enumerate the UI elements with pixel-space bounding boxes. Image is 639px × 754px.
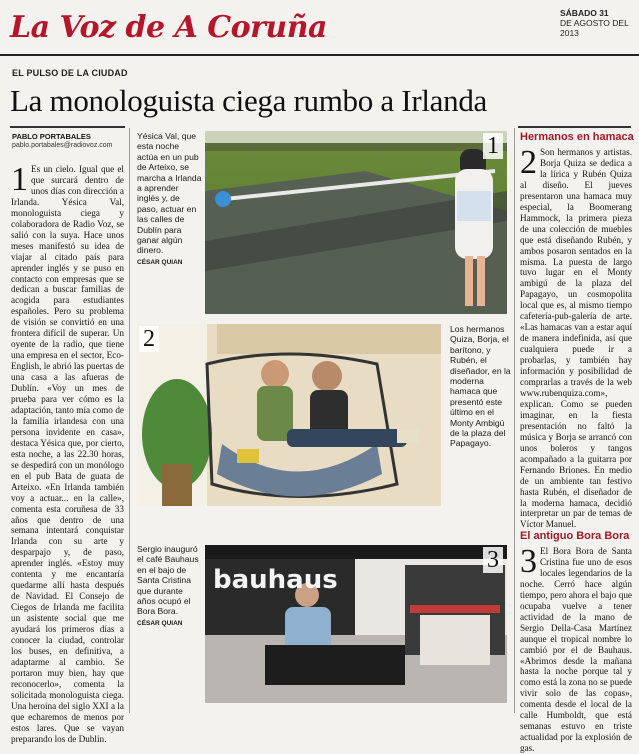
photo-3-caption-block — [137, 544, 202, 629]
column-divider — [514, 128, 515, 713]
byline-rule — [10, 126, 125, 128]
date-line-2: DE AGOSTO DEL — [560, 18, 629, 28]
photo-caption: Los hermanos Quiza, Borja, el barítono, y Rubén, el diseñador, en la moderna hamaca que presentó este último en el Monty Ambigú de la plaza del Papagayo. — [450, 324, 511, 449]
date-line-3: 2013 — [560, 28, 579, 38]
dropcap: 1 — [11, 161, 28, 198]
photo-2-caption-block — [450, 324, 512, 449]
dropcap: 3 — [520, 543, 537, 580]
date-line-1: SÁBADO 31 — [560, 8, 609, 18]
byline-email[interactable]: pablo.portabales@radiovoz.com — [12, 142, 113, 149]
photo-1-caption-block — [137, 131, 202, 268]
photo-number: 3 — [483, 547, 503, 573]
sidebar-article-1 — [520, 144, 632, 530]
masthead-logo[interactable]: La Voz de A Coruña — [10, 10, 327, 45]
sidebar-title-2: El antiguo Bora Bora — [520, 530, 630, 542]
column-divider — [129, 128, 130, 713]
dropcap: 2 — [520, 144, 537, 181]
section-label: EL PULSO DE LA CIUDAD — [12, 68, 128, 78]
photo-1 — [205, 131, 507, 314]
photo-caption: Sergio inauguró el café Bauhaus en el bajo de Santa Cristina que durante años ocupó el Bora Bora. — [137, 544, 199, 617]
photo-2 — [137, 324, 441, 506]
photo-2-image — [137, 324, 441, 506]
photo-credit: CÉSAR QUIAN — [137, 258, 183, 266]
date-box — [560, 8, 632, 38]
article-text: Son hermanos y artistas. Borja Quiza se dedica a la lírica y Rubén Quiza al diseño. El jueves presentaron una hamaca muy especial, la Boomerang Hammock, la primera pieza de una colección de muebles que está diseñando Rubén, y ambos posaron sentados en la misma. La puesta de largo tuvo lugar en el Monty ambigú de la plaza del Papagayo, un cosmopolita local que es, al mismo tiempo cafetería-pub-galería de arte. «Las hamacas van a estar aquí de manera indefinida, así que cualquiera puede ir a probarlas, y también hay información y posibilidad de comprarlas a través de la web www.rubenquiza.com», explican. Como se pueden imaginar, en la fiesta presentación no faltó la música y Borja se arrancó con unos boleros y tangos acompañado a la guitarra por Fernando Briones. En medio de un ambiente tan festivo hasta Rubén, el diseñador de la moderna hamaca, decidió interpretar un par de temas de Víctor Manuel. — [520, 147, 632, 530]
bauhaus-sign: bauhaus — [213, 565, 338, 595]
article-text: Es un cielo. Igual que el que surcará dentro de unos días con dirección a Irlanda. Yésica Val, monologuista ciega y colaboradora de Radio Voz, se salió con la suya. Hace unos meses manifestó su idea de viajar al citado país para aprender inglés y se puso en contacto con empresas que se dedican a buscar familias de acogida para estudiantes españoles. Pero su problema de visión se convirtió en una frontera difícil de superar. Un oyente de la radio, que tiene una empresa en el sector, Eco-English, le abrió las puertas de una casa a las afueras de Dublín. «Voy un mes de prueba para ver cómo es la adaptación, tanto mía como de la familia irlandesa con una persona invidente en casa», destaca Yésica que, por cierto, esta noche, a las 22.30 horas, se despedirá con un monólogo en el pub Bata de guata de Arteixo. «En Irlanda también voy a actuar... en la calle», comenta esta coruñesa de 33 años que dentro de una semana intentará conquistar Irlanda con su arte y desparpajo y, de paso, aprender inglés. «Estoy muy contenta y me encantaría quedarme allí hasta después de Navidad. El Consejo de Ciegos de Irlanda me facilita un asistente social que me ayudará los primeros días a conocer la ciudad, controlar los buses, en definitiva, a adaptarme al cambio. Se portaron muy bien, hay que reconocerlo», comenta la solicitada monologuista ciega. Una heroína del siglo XXI a la que echaremos de menos por estos lares. Que se vayan preparando los de Dublín. — [11, 164, 124, 744]
photo-number: 1 — [483, 133, 503, 159]
byline-author: PABLO PORTABALES — [12, 132, 91, 141]
photo-credit: CÉSAR QUIAN — [137, 619, 183, 627]
sidebar-title-1: Hermanos en hamaca — [520, 131, 634, 143]
sidebar-article-2 — [520, 543, 632, 754]
photo-caption: Yésica Val, que esta noche actúa en un pub de Arteixo, se marcha a Irlanda a aprender inglés y, de paso, actuar en las calles de Dublín para ganar algún dinero. — [137, 131, 202, 256]
main-article — [11, 161, 124, 744]
photo-3 — [205, 545, 507, 703]
headline: La monologuista ciega rumbo a Irlanda — [10, 83, 487, 118]
photo-number: 2 — [139, 326, 159, 352]
side-rule — [518, 126, 631, 128]
article-text: El Bora Bora de Santa Cristina fue uno de esos locales legendarios de la noche. Cerró hace algún tiempo, pero ahora el bajo que ocupaba vuelve a tener actividad de la mano de Sergio Della-Casa Martínez aunque el tropical nombre lo cambió por el de Bauhaus. «Abrimos desde la mañana hasta la noche porque tal y como está la zona no se puede vivir solo de las copas», comenta desde el local de la calle Humboldt, que está semanas estuvo en triste actualidad por la explosión de gas. — [520, 546, 632, 754]
masthead-rule — [0, 54, 639, 56]
photo-1-image — [205, 131, 507, 314]
